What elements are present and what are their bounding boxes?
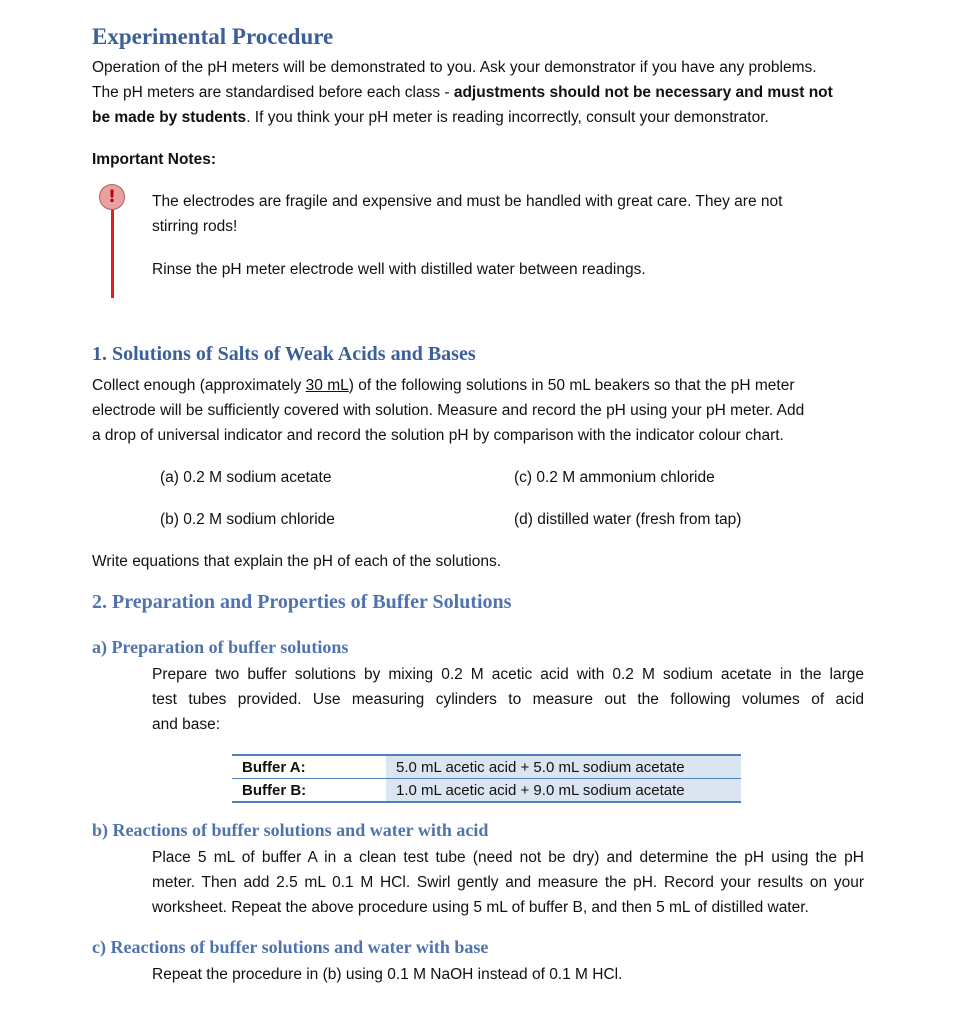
note-1-line-2: stirring rods! (152, 218, 238, 235)
buffer-b-value: 1.0 mL acetic acid + 9.0 mL sodium acetate (386, 779, 741, 802)
intro-line-2-text: The pH meters are standardised before each class - (92, 84, 454, 101)
section-2a-line-1: Prepare two buffer solutions by mixing 0.2 M acetic acid with 0.2 M sodium acetate in the large (152, 666, 864, 683)
intro-line-3-text: . If you think your pH meter is reading incorrectly, consult your demonstrator. (246, 109, 769, 126)
warning-symbol: ! (108, 187, 116, 207)
buffer-a-value: 5.0 mL acetic acid + 5.0 mL sodium acetate (386, 756, 741, 779)
section-2b-title: b) Reactions of buffer solutions and water with acid (92, 820, 489, 840)
intro-line-3 (92, 105, 769, 130)
section-2a-title: a) Preparation of buffer solutions (92, 637, 349, 657)
intro-line-1: Operation of the pH meters will be demonstrated to you. Ask your demonstrator if you have any problems. (92, 59, 817, 76)
section-2a-line-2: test tubes provided. Use measuring cylinders to measure out the following volumes of acid (152, 691, 864, 708)
buffer-row-b (232, 779, 741, 802)
buffer-table (232, 754, 741, 803)
section-1-line-1-pre: Collect enough (approximately (92, 377, 306, 394)
section-2c-title: c) Reactions of buffer solutions and water with base (92, 937, 489, 957)
buffer-row-a (232, 756, 741, 779)
note-1-line-1: The electrodes are fragile and expensive and must be handled with great care. They are not (152, 193, 783, 210)
note-2: Rinse the pH meter electrode well with distilled water between readings. (152, 261, 646, 278)
warning-icon (99, 184, 125, 210)
section-1-title: 1. Solutions of Salts of Weak Acids and Bases (92, 343, 476, 365)
section-2-title: 2. Preparation and Properties of Buffer Solutions (92, 591, 512, 613)
section-2a-line-3: and base: (152, 716, 221, 733)
buffer-a-label: Buffer A: (232, 756, 386, 779)
solution-c: (c) 0.2 M ammonium chloride (514, 469, 715, 486)
section-2c-line-1: Repeat the procedure in (b) using 0.1 M NaOH instead of 0.1 M HCl. (152, 966, 623, 983)
solution-a: (a) 0.2 M sodium acetate (160, 469, 332, 486)
intro-line-2 (92, 80, 833, 105)
section-2b-line-3: worksheet. Repeat the above procedure using 5 mL of buffer B, and then 5 mL of distilled water. (152, 899, 809, 916)
buffer-b-label: Buffer B: (232, 779, 386, 802)
section-1-line-1 (92, 373, 794, 398)
section-2b-line-1: Place 5 mL of buffer A in a clean test tube (need not be dry) and determine the pH using the pH (152, 849, 864, 866)
section-2b-line-2: meter. Then add 2.5 mL 0.1 M HCl. Swirl gently and measure the pH. Record your results on your (152, 874, 864, 891)
warning-bar (111, 210, 114, 298)
equations-note: Write equations that explain the pH of each of the solutions. (92, 553, 501, 570)
intro-line-3-bold: be made by students (92, 109, 247, 126)
section-1-volume: 30 mL (305, 377, 349, 394)
solution-b: (b) 0.2 M sodium chloride (160, 511, 335, 528)
section-1-line-3: a drop of universal indicator and record the solution pH by comparison with the indicator colour chart. (92, 427, 784, 444)
section-title: Experimental Procedure (92, 24, 334, 49)
section-1-line-1-post: ) of the following solutions in 50 mL beakers so that the pH meter (348, 377, 795, 394)
important-notes-heading: Important Notes: (92, 151, 216, 168)
intro-line-2-bold: adjustments should not be necessary and must not (453, 84, 833, 101)
section-1-line-2: electrode will be sufficiently covered with solution. Measure and record the pH using your pH meter. Add (92, 402, 805, 419)
solution-d: (d) distilled water (fresh from tap) (514, 511, 742, 528)
